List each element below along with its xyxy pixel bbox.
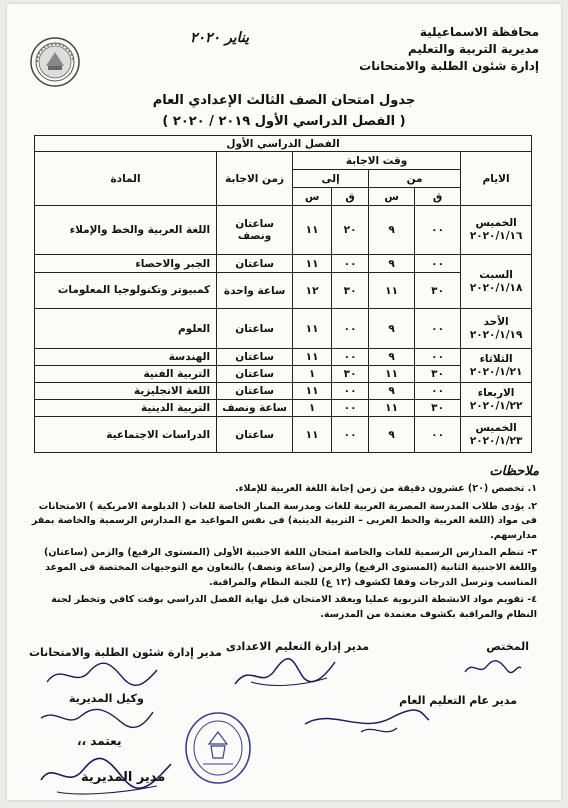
from-s-cell: ٩ [369, 349, 415, 366]
students-director-signature-icon [41, 658, 161, 694]
signature-specialist-title: المختص [486, 640, 529, 653]
duration-cell: ساعتان [217, 349, 293, 366]
subject-cell: الدراسات الاجتماعية [35, 417, 217, 453]
to-q-cell: ٣٠ [332, 273, 369, 309]
to-s-cell: ١١ [293, 255, 332, 273]
notes-heading: ملاحظات [489, 464, 539, 479]
to-q-cell: ٠٠ [332, 383, 369, 400]
document-page [7, 4, 561, 800]
day-date: ٢٠٢٠/١/١٨ [469, 281, 523, 294]
note-item: ٢. يؤدى طلاب المدرسة المصرية العربية للغات ومدرسة المنار الخاصة للغات ( الدبلومة الامريكية ) الامتحانات فى مواد (اللغة العربية والخط العربى – التربية الدينية) فى نفس المواعيد مع المدارس الرسمية والخاصة بمقر مدارسهم. [31, 500, 537, 541]
duration-cell: ساعتان [217, 255, 293, 273]
day-name: السبت [479, 268, 513, 281]
ministry-logo-icon [29, 36, 81, 88]
to-s-cell: ١١ [293, 206, 332, 255]
to-q-cell: ٠٠ [332, 309, 369, 349]
to-s-cell: ١ [293, 366, 332, 383]
gm-signature-icon [301, 704, 431, 740]
to-s-cell: ١ [293, 400, 332, 417]
table-row [35, 206, 532, 255]
table-row [35, 400, 532, 417]
day-cell [461, 206, 532, 255]
semester-header: الفصل الدراسي الأول [35, 136, 532, 152]
signature-directorate-director-title: مدير المديرية [81, 770, 166, 785]
from-q-cell: ٠٠ [415, 349, 461, 366]
deputy-signature-icon [37, 704, 157, 734]
note-item: ٣- تنظم المدارس الرسمية للغات والخاصة امتحان اللغة الاجنبية الأولى (المستوى الرفيع) والزمن (ساعتان) واللغة الاجنبية الثانية (المستوى الرفيع) والزمن (ساعة ونصف) بالتعاون مع التوجيهات المختصة فى الموعد المناسب وترسل الدرجات وفقا لكشوف (١٢ ع) للجنة النظام والمراقبة. [44, 547, 537, 588]
from-q-cell: ٣٠ [415, 273, 461, 309]
to-q-header: ق [332, 188, 369, 206]
subject-cell: التربية الدينية [35, 400, 217, 417]
from-s-header: س [369, 188, 415, 206]
from-s-cell: ٩ [369, 206, 415, 255]
day-name: الثلاثاء [479, 352, 513, 365]
to-q-cell: ٠٠ [332, 417, 369, 453]
subject-header: المادة [35, 152, 217, 206]
duration-cell: ساعتان ونصف [217, 206, 293, 255]
to-q-cell: ٣٠ [332, 366, 369, 383]
duration-cell: ساعتان [217, 417, 293, 453]
notes-list [31, 482, 537, 625]
signature-gm-title: مدير عام التعليم العام [399, 694, 517, 707]
subject-cell: التربية الفنية [35, 366, 217, 383]
from-s-cell: ٩ [369, 417, 415, 453]
table-row [35, 309, 532, 349]
official-stamp-icon [183, 710, 253, 786]
from-s-cell: ١١ [369, 273, 415, 309]
document-date: يناير ٢٠٢٠ [190, 30, 249, 46]
subject-cell: اللغة الانجليزية [35, 383, 217, 400]
directorate-director-signature-icon [37, 750, 177, 798]
from-q-cell: ٠٠ [415, 309, 461, 349]
to-s-cell: ١١ [293, 417, 332, 453]
from-s-cell: ١١ [369, 366, 415, 383]
day-name: الاربعاء [477, 386, 515, 399]
subject-cell: العلوم [35, 309, 217, 349]
to-q-cell: ٠٠ [332, 255, 369, 273]
to-s-header: س [293, 188, 332, 206]
exam-schedule-table [34, 135, 532, 453]
from-header: من [369, 170, 461, 188]
day-date: ٢٠٢٠/١/١٩ [469, 328, 523, 341]
approval-label: يعتمد ،، [77, 734, 122, 748]
directorate: مديرية التربية والتعليم [407, 42, 539, 56]
title-line-2: ( الفصل الدراسي الأول ٢٠١٩ / ٢٠٢٠ ) [162, 114, 406, 129]
table-row [35, 273, 532, 309]
from-s-cell: ١١ [369, 400, 415, 417]
from-q-cell: ٣٠ [415, 366, 461, 383]
to-q-cell: ٠٠ [332, 349, 369, 366]
governorate: محافظة الاسماعيلية [419, 25, 539, 39]
day-cell [461, 417, 532, 453]
to-s-cell: ١٢ [293, 273, 332, 309]
from-q-cell: ٠٠ [415, 417, 461, 453]
day-name: الخميس [475, 217, 517, 229]
day-cell [461, 349, 532, 383]
department: إدارة شئون الطلبة والامتحانات [359, 59, 539, 73]
from-q-cell: ٠٠ [415, 383, 461, 400]
to-q-cell: ٠٠ [332, 400, 369, 417]
signature-prep-director-title: مدير إدارة التعليم الاعدادى [225, 640, 369, 653]
duration-cell: ساعة واحدة [217, 273, 293, 309]
day-date: ٢٠٢٠/١/٢٢ [469, 399, 523, 412]
from-q-cell: ٠٠ [415, 255, 461, 273]
to-s-cell: ١١ [293, 383, 332, 400]
table-row [35, 366, 532, 383]
subject-cell: الهندسة [35, 349, 217, 366]
title-line-1: جدول امتحان الصف الثالث الإعدادي العام [152, 93, 416, 108]
answer-time-header: وقت الاجابة [293, 152, 461, 170]
to-s-cell: ١١ [293, 309, 332, 349]
subject-cell: الجبر والاحصاء [35, 255, 217, 273]
duration-cell: ساعتان [217, 383, 293, 400]
day-date: ٢٠٢٠/١/٢٣ [469, 434, 523, 447]
table-row [35, 255, 532, 273]
day-date: ٢٠٢٠/١/٢١ [469, 365, 523, 378]
signature-students-director-title: مدير إدارة شئون الطلبة والامتحانات [29, 646, 222, 659]
day-cell [461, 383, 532, 417]
day-cell [461, 255, 532, 309]
from-s-cell: ٩ [369, 255, 415, 273]
subject-cell: اللغة العربية والخط والإملاء [35, 206, 217, 255]
duration-cell: ساعة ونصف [217, 400, 293, 417]
day-name: الخميس [475, 421, 517, 434]
table-row [35, 349, 532, 366]
days-header: الايام [461, 152, 532, 206]
duration-header: زمن الاجابة [217, 152, 293, 206]
day-name: الأحد [483, 315, 509, 328]
day-cell [461, 309, 532, 349]
signature-deputy-title: وكيل المديرية [69, 692, 144, 705]
duration-cell: ساعتان [217, 366, 293, 383]
header-block [359, 24, 539, 75]
to-header: إلى [293, 170, 369, 188]
table-row [35, 417, 532, 453]
duration-cell: ساعتان [217, 309, 293, 349]
to-q-cell: ٢٠ [332, 206, 369, 255]
table-row [35, 383, 532, 400]
from-s-cell: ٩ [369, 309, 415, 349]
note-item: ٤- تقويم مواد الانشطة التربوية عمليا ويعقد الامتحان قبل نهاية الفصل الدراسي بوقت كافي وتخطر لجنة النظام والمراقبة بكشوف معتمدة من المدرسة. [51, 594, 537, 620]
from-q-cell: ٠٠ [415, 206, 461, 255]
note-item: ١. تخصص (٢٠) عشرون دقيقة من زمن إجابة اللغة العربية للإملاء. [235, 483, 537, 494]
specialist-signature-icon [463, 656, 523, 680]
document-title [7, 90, 561, 132]
to-s-cell: ١١ [293, 349, 332, 366]
from-q-header: ق [415, 188, 461, 206]
subject-cell: كمبيوتر وتكنولوجيا المعلومات [35, 273, 217, 309]
prep-director-signature-icon [231, 652, 341, 692]
from-q-cell: ٣٠ [415, 400, 461, 417]
from-s-cell: ٩ [369, 383, 415, 400]
day-date: ٢٠٢٠/١/١٦ [469, 230, 523, 242]
